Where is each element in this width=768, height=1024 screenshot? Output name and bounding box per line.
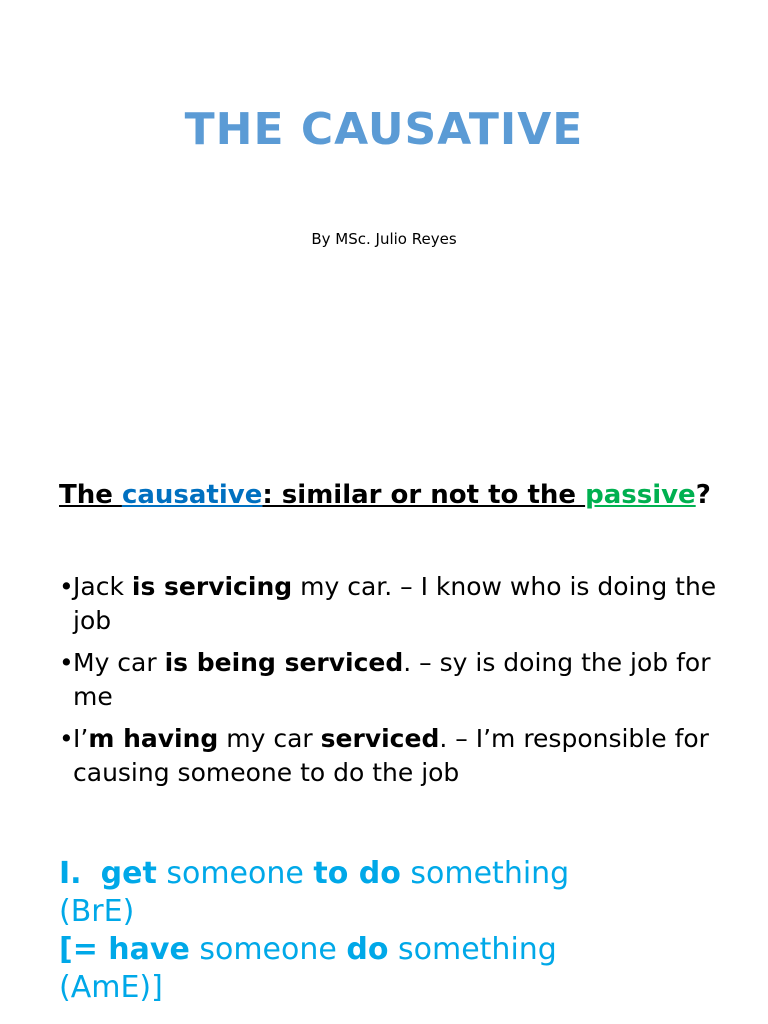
example-item-2 xyxy=(59,646,719,714)
example-3-part-2: m having xyxy=(88,724,219,753)
example-1-part-1: Jack xyxy=(73,572,132,601)
example-item-3 xyxy=(59,722,719,790)
example-list xyxy=(59,570,719,798)
heading-prefix: The xyxy=(59,480,122,510)
heading-passive-keyword: passive xyxy=(585,480,696,510)
rule-get: get xyxy=(100,856,157,891)
causative-rule xyxy=(59,855,739,1015)
rule-to-do: to do xyxy=(313,856,401,891)
example-2-part-2: is being serviced xyxy=(164,648,404,677)
rule-line-3 xyxy=(59,931,739,969)
rule-someone-2: someone xyxy=(189,932,347,967)
example-3-part-1: I’ xyxy=(73,724,89,753)
example-2-part-3: . – sy is doing the job for me xyxy=(73,648,711,711)
bullet-icon: • xyxy=(59,572,74,601)
example-3-part-5: . – I’m responsible for causing someone to do the job xyxy=(73,724,709,787)
author-subtitle: By MSc. Julio Reyes xyxy=(311,230,457,248)
bullet-icon: • xyxy=(59,724,74,753)
rule-have: have xyxy=(108,932,190,967)
example-3-part-3: my car xyxy=(218,724,321,753)
heading-suffix: ? xyxy=(695,480,711,510)
bullet-icon: • xyxy=(59,648,74,677)
rule-do: do xyxy=(346,932,389,967)
rule-something-2: something xyxy=(388,932,557,967)
section-heading xyxy=(59,480,711,510)
heading-causative-keyword: causative xyxy=(121,480,263,510)
slide-title: THE CAUSATIVE xyxy=(184,104,584,155)
rule-line-2: (BrE) xyxy=(59,894,135,929)
rule-open: [= xyxy=(59,932,109,967)
rule-something-1: something xyxy=(400,856,570,891)
rule-number: I. xyxy=(59,856,82,891)
rule-line-1 xyxy=(59,855,739,893)
heading-middle: : similar or not to the xyxy=(262,480,586,510)
example-3-part-4: serviced xyxy=(320,724,440,753)
example-1-part-3: my car. – I know who is doing the job xyxy=(73,572,717,635)
rule-line-4: (AmE)] xyxy=(59,970,163,1005)
example-item-1 xyxy=(59,570,719,638)
example-2-part-1: My car xyxy=(73,648,165,677)
example-1-part-2: is servicing xyxy=(131,572,293,601)
rule-someone-1: someone xyxy=(156,856,314,891)
